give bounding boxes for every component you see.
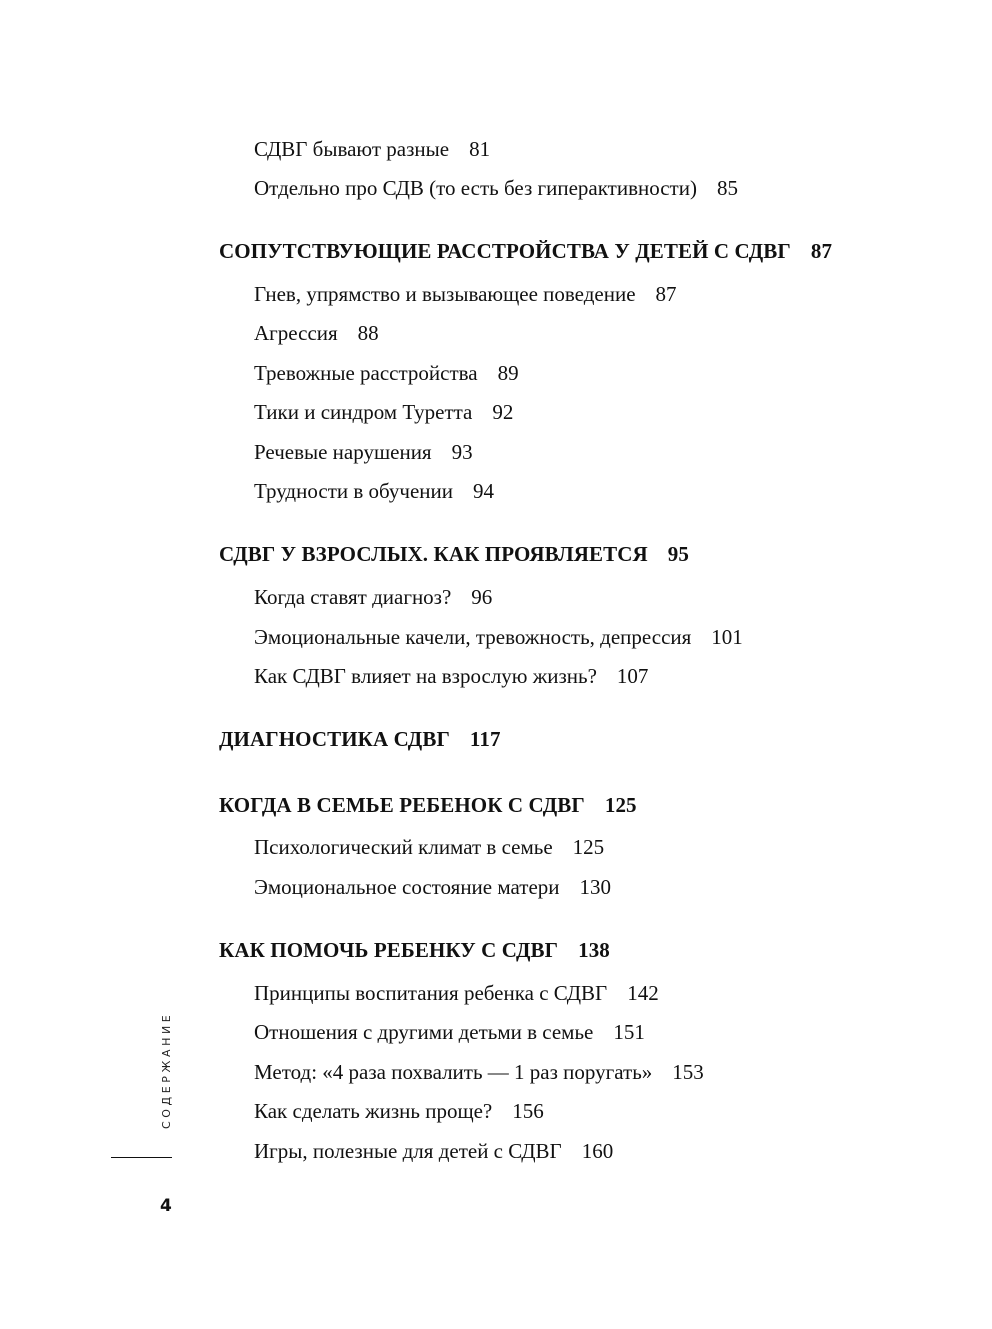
toc-entry-page: 142 — [627, 981, 659, 1005]
toc-entry — [254, 627, 743, 648]
toc-entry-page: 130 — [579, 875, 612, 899]
toc-chapter-page: 87 — [810, 239, 833, 263]
toc-entry — [254, 1022, 645, 1043]
toc-entry-page: 94 — [473, 479, 495, 503]
toc-entry — [254, 1141, 613, 1162]
toc-entry-page: 85 — [716, 176, 738, 200]
toc-entry-page: 93 — [451, 440, 473, 464]
toc-entry-title: Тревожные расстройства — [254, 361, 478, 385]
toc-chapter-page: 117 — [469, 727, 501, 751]
toc-entry-title: Метод: «4 раза похвалить — 1 раз поругать» — [254, 1060, 653, 1084]
toc-entry-title: Когда ставят диагноз? — [254, 585, 452, 609]
toc-entry-page: 89 — [497, 361, 519, 385]
toc-entry — [254, 587, 492, 608]
toc-entry — [254, 139, 490, 160]
toc-chapter-page: 95 — [667, 542, 689, 566]
toc-entry — [254, 178, 738, 199]
toc-entry-title: Агрессия — [254, 321, 338, 345]
toc-entry-title: Игры, полезные для детей с СДВГ — [254, 1139, 562, 1163]
toc-chapter — [219, 940, 610, 961]
toc-entry — [254, 284, 677, 305]
toc-entry — [254, 666, 648, 687]
toc-entry-page: 153 — [672, 1060, 704, 1084]
toc-entry — [254, 1101, 544, 1122]
toc-entry — [254, 877, 611, 898]
toc-chapter — [219, 795, 637, 816]
running-head-label: СОДЕРЖАНИЕ — [160, 1011, 173, 1129]
divider — [111, 1157, 172, 1158]
toc-entry-page: 151 — [613, 1020, 645, 1044]
toc-entry-title: Как СДВГ влияет на взрослую жизнь? — [254, 664, 597, 688]
toc-entry — [254, 1062, 704, 1083]
toc-chapter-page: 138 — [578, 938, 610, 962]
toc-entry-title: Психологический климат в семье — [254, 835, 553, 859]
toc-entry-page: 87 — [655, 282, 677, 306]
toc-entry-title: Речевые нарушения — [254, 440, 432, 464]
toc-entry-title: Тики и синдром Туретта — [254, 400, 473, 424]
toc-entry-page: 88 — [357, 321, 379, 345]
toc-chapter-title: КАК ПОМОЧЬ РЕБЕНКУ С СДВГ — [219, 938, 559, 962]
toc-chapter-title: КОГДА В СЕМЬЕ РЕБЕНОК С СДВГ — [219, 793, 585, 817]
toc-chapter — [219, 241, 832, 262]
toc-entry-title: Как сделать жизнь проще? — [254, 1099, 493, 1123]
toc-entry-page: 92 — [492, 400, 514, 424]
toc-chapter-title: СОПУТСТВУЮЩИЕ РАССТРОЙСТВА У ДЕТЕЙ С СДВГ — [219, 239, 791, 263]
toc-entry — [254, 402, 513, 423]
toc-chapter-title: СДВГ У ВЗРОСЛЫХ. КАК ПРОЯВЛЯЕТСЯ — [219, 542, 648, 566]
toc-entry-page: 156 — [512, 1099, 544, 1123]
toc-entry-title: Отношения с другими детьми в семье — [254, 1020, 594, 1044]
toc-entry-title: СДВГ бывают разные — [254, 137, 450, 161]
toc-entry — [254, 323, 379, 344]
toc-entry-page: 96 — [471, 585, 493, 609]
toc-entry — [254, 983, 659, 1004]
toc-entry-page: 107 — [616, 664, 649, 688]
toc-entry-title: Эмоциональное состояние матери — [254, 875, 560, 899]
toc-entry-page: 101 — [711, 625, 743, 649]
toc-chapter — [219, 544, 689, 565]
toc-entry-page: 160 — [581, 1139, 614, 1163]
toc-entry-page: 125 — [572, 835, 605, 859]
toc-entry-title: Эмоциональные качели, тревожность, депрессия — [254, 625, 692, 649]
toc-chapter — [219, 729, 501, 750]
toc-entry — [254, 442, 473, 463]
toc-entry-title: Трудности в обучении — [254, 479, 454, 503]
page-number: 4 — [160, 1196, 172, 1216]
toc-chapter-page: 125 — [604, 793, 637, 817]
toc-entry-title: Отдельно про СДВ (то есть без гиперактивности) — [254, 176, 697, 200]
toc-entry-title: Гнев, упрямство и вызывающее поведение — [254, 282, 636, 306]
toc-chapter-title: ДИАГНОСТИКА СДВГ — [219, 727, 450, 751]
toc-entry-title: Принципы воспитания ребенка с СДВГ — [254, 981, 608, 1005]
toc-entry — [254, 363, 519, 384]
toc-entry — [254, 837, 604, 858]
toc-entry-page: 81 — [469, 137, 491, 161]
toc-entry — [254, 481, 494, 502]
